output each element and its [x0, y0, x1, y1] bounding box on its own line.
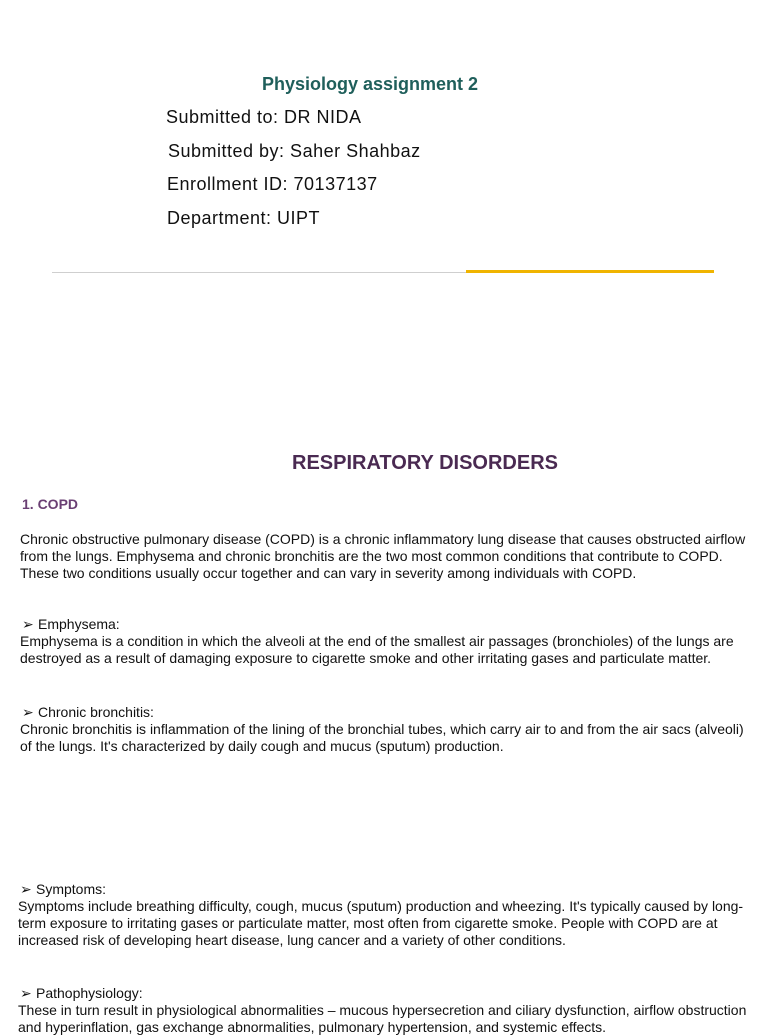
section-copd-title: 1. COPD	[22, 496, 79, 512]
accent-divider	[466, 270, 714, 273]
bronchitis-label: Chronic bronchitis:	[38, 704, 154, 720]
enrollment-id: Enrollment ID: 70137137	[167, 174, 378, 194]
emphysema-paragraph: Emphysema is a condition in which the alveoli at the end of the smallest air passages (bronchioles) of the lungs are destroyed as a result of damaging exposure to cigarette smoke and other irritating gases and particulate matter.	[20, 633, 734, 666]
assignment-title: Physiology assignment 2	[262, 74, 479, 94]
symptoms-block	[18, 881, 750, 949]
arrow-bullet-icon: ➢	[22, 704, 34, 720]
section-heading: RESPIRATORY DISORDERS	[292, 452, 558, 474]
symptoms-label: Symptoms:	[36, 881, 107, 897]
submitted-by: Submitted by: Saher Shahbaz	[168, 141, 421, 161]
arrow-bullet-icon: ➢	[22, 616, 34, 632]
pathophysiology-label: Pathophysiology:	[36, 985, 143, 1001]
emphysema-label: Emphysema:	[38, 616, 120, 632]
bronchitis-paragraph: Chronic bronchitis is inflammation of the lining of the bronchial tubes, which carry air to and from the air sacs (alveoli) of the lungs. It's characterized by daily cough and mucus (sputum) production.	[20, 721, 744, 754]
arrow-bullet-icon: ➢	[20, 985, 32, 1001]
pathophysiology-block	[18, 985, 750, 1036]
copd-intro-paragraph: Chronic obstructive pulmonary disease (COPD) is a chronic inflammatory lung disease that causes obstructed airflow from the lungs. Emphysema and chronic bronchitis are the two most common conditions that contribute to COPD. These two conditions usually occur together and can vary in severity among individuals with COPD.	[20, 531, 746, 581]
department: Department: UIPT	[167, 208, 321, 228]
symptoms-paragraph: Symptoms include breathing difficulty, cough, mucus (sputum) production and wheezing. It's typically caused by long-term exposure to irritating gases or particulate matter, most often from cigarette smoke. People with COPD are at increased risk of developing heart disease, lung cancer and a variety of other conditions.	[18, 898, 744, 948]
arrow-bullet-icon: ➢	[20, 881, 32, 897]
divider-line	[52, 272, 466, 273]
emphysema-block	[20, 616, 748, 667]
pathophysiology-paragraph: These in turn result in physiological abnormalities – mucous hypersecretion and ciliary dysfunction, airflow obstruction and hyperinflation, gas exchange abnormalities, pulmonary hypertension, and systemic effects.	[18, 1002, 747, 1035]
bronchitis-block	[20, 704, 748, 755]
submitted-to: Submitted to: DR NIDA	[166, 107, 362, 127]
